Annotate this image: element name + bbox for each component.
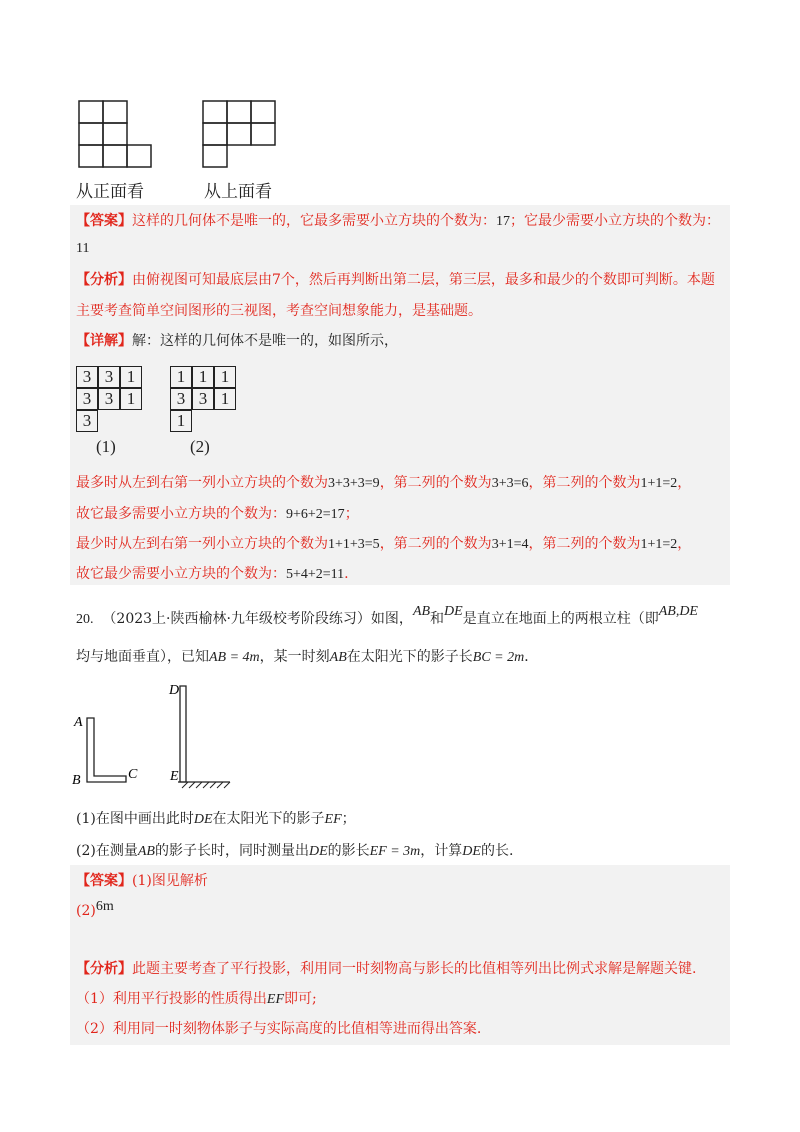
pillars-figure	[70, 680, 250, 790]
detail-line: 【详解】解：这样的几何体不是唯一的，如图所示，	[76, 333, 398, 349]
grid-cell: 1	[192, 366, 214, 388]
grid-cell: 3	[98, 388, 120, 410]
grid-cell: 1	[170, 410, 192, 432]
grid-cell: 3	[170, 388, 192, 410]
grid-cell: 1	[170, 366, 192, 388]
answer-value-line: 11	[76, 241, 90, 256]
point-label-B: B	[72, 773, 81, 788]
analysis-20-line-3: （2）利用同一时刻物体影子与实际高度的比值相等进而得出答案.	[76, 1021, 482, 1037]
grid-cell: 1	[120, 388, 142, 410]
point-label-E: E	[170, 769, 179, 784]
grid-2-label: (2)	[190, 437, 210, 456]
analysis-20-line-2: （1）利用平行投影的性质得出EF即可;	[76, 991, 317, 1007]
question-1: (1)在图中画出此时DE在太阳光下的影子EF；	[76, 811, 356, 827]
grid-cell: 1	[214, 388, 236, 410]
max-total-line: 故它最多需要小立方块的个数为：9+6+2=17；	[76, 506, 359, 522]
answer-20-line-2: (2)6m	[76, 899, 114, 919]
top-view-label: 从上面看	[204, 182, 272, 202]
min-count-line: 最少时从左到右第一列小立方块的个数为1+1+3=5，第二列的个数为3+1=4，第二列的个数为1+1=2，	[76, 536, 692, 552]
analysis-20-line-1: 【分析】此题主要考查了平行投影，利用同一时刻物高与影长的比值相等列出比例式求解是解题关键.	[76, 961, 697, 977]
grid-cell: 3	[76, 410, 98, 432]
front-view-label: 从正面看	[76, 182, 144, 202]
point-label-D: D	[169, 683, 180, 698]
grid-cell: 3	[98, 366, 120, 388]
question-2: (2)在测量AB的影子长时，同时测量出DE的影长EF = 3m，计算DE的长.	[76, 843, 514, 859]
max-count-line: 最多时从左到右第一列小立方块的个数为3+3+3=9，第二列的个数为3+3=6，第二列的个数为1+1=2，	[76, 475, 692, 491]
top-view-figure	[202, 100, 276, 168]
problem-20-line-2: 均与地面垂直），已知AB = 4m，某一时刻AB在太阳光下的影子长BC = 2m．	[76, 649, 539, 665]
front-view-figure	[78, 100, 152, 168]
analysis-line-1: 【分析】由俯视图可知最底层由7个，然后再判断出第二层，第三层，最多和最少的个数即可判断。本题	[76, 272, 715, 288]
grid-cell: 3	[76, 388, 98, 410]
grid-cell: 1	[120, 366, 142, 388]
grid-cell: 1	[214, 366, 236, 388]
point-label-A: A	[74, 715, 83, 730]
grid-cell: 3	[76, 366, 98, 388]
answer-20-line-1: 【答案】(1)图见解析	[76, 873, 208, 889]
min-total-line: 故它最少需要小立方块的个数为：5+4+2=11.	[76, 566, 349, 582]
point-label-C: C	[128, 767, 138, 782]
analysis-line-2: 主要考查简单空间图形的三视图，考查空间想象能力，是基础题。	[76, 303, 482, 319]
solution-block-1	[70, 205, 730, 585]
answer-line: 【答案】这样的几何体不是唯一的，它最多需要小立方块的个数为：17；它最少需要小立方块的个数为：	[76, 213, 720, 229]
problem-20-line-1: 20. （2023上·陕西榆林·九年级校考阶段练习）如图，AB和DE是直立在地面上的两根立柱（即AB,DE	[76, 604, 698, 627]
grid-cell: 3	[192, 388, 214, 410]
grid-1-label: (1)	[96, 437, 116, 456]
